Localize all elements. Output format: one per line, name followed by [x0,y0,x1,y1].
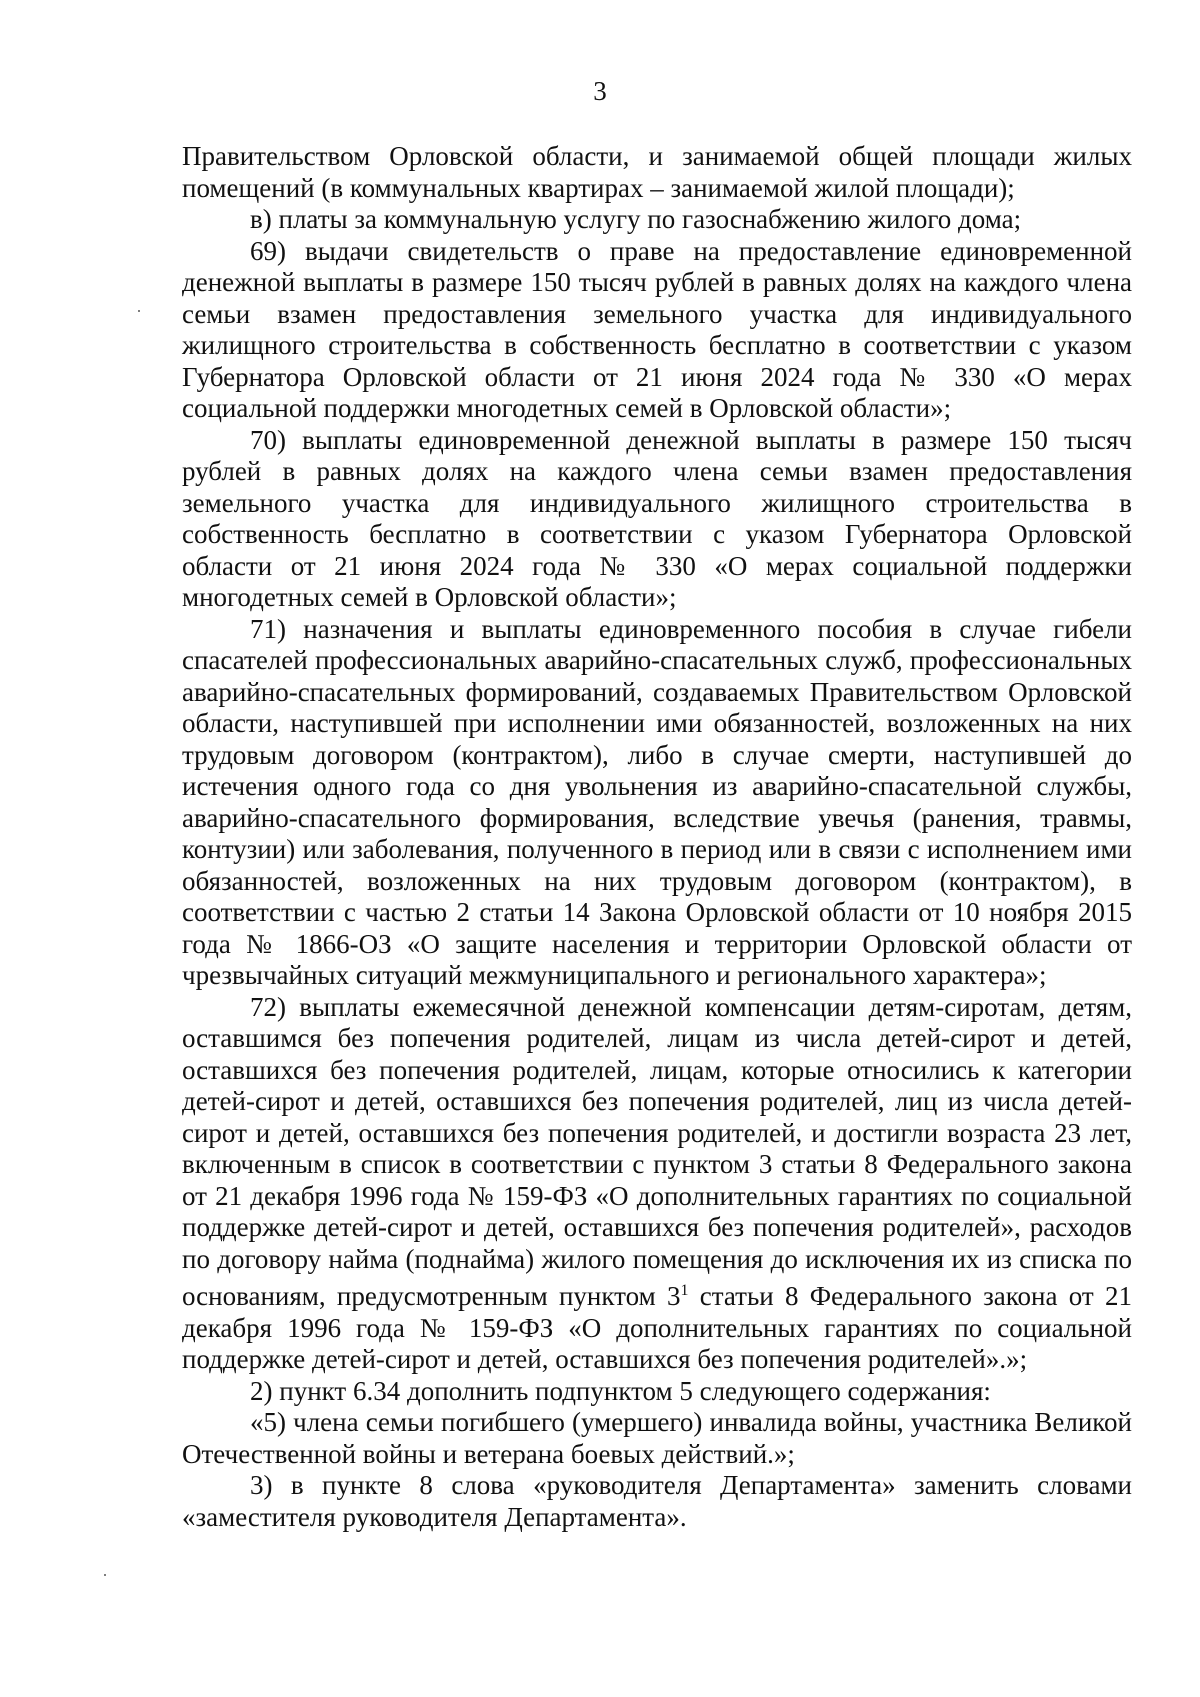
paragraph-item-v: в) платы за коммунальную услугу по газоснабжению жилого дома; [250,204,1022,234]
point-number: 3 [666,1281,681,1311]
paragraph-subitem-5: «5) члена семьи погибшего (умершего) инвалида войны, участника Великой Отечественной войны и ветерана боевых действий.»; [182,1407,1132,1469]
scan-speck [138,310,140,312]
paragraph-amendment-3: 3) в пункте 8 слова «руководителя Департамента» заменить словами «заместителя руководителя Департамента». [182,1470,1132,1532]
scan-speck [104,1574,106,1576]
document-body [182,141,1132,1533]
paragraph-item-72-part-2: статьи 8 Федерального закона от 21 декабря 1996 года № 159-ФЗ «О дополнительных гарантиях по социальной поддержке детей-сирот и детей, оставшихся без попечения родителей».»; [182,1281,1133,1374]
page-number: 3 [593,76,607,106]
paragraph-item-70: 70) выплаты единовременной денежной выплаты в размере 150 тысяч рублей в равных долях на каждого члена семьи взамен предоставления земельного участка для индивидуального жилищного строительства в собственность бесплатно в соответствии с указом Губернатора Орловской области от 21 июня 2024 года № 330 «О мерах социальной поддержки многодетных семей в Орловской области»; [182,424,1132,612]
paragraph-item-71: 71) назначения и выплаты единовременного пособия в случае гибели спасателей профессиональных аварийно-спасательных служб, профессиональных аварийно-спасательных формирований, создаваемых Правительством Орловской области, наступившей при исполнении ими обязанностей, возложенных на них трудовым договором (контрактом), либо в случае смерти, наступившей до истечения одного года со дня увольнения из аварийно-спасательной службы, аварийно-спасательного формирования, вследствие увечья (ранения, травмы, контузии) или заболевания, полученного в период или в связи с исполнением ими обязанностей, возложенных на них трудовым договором (контрактом), в соответствии с частью 2 статьи 14 Закона Орловской области от 10 ноября 2015 года № 1866-ОЗ «О защите населения и территории Орловской области от чрезвычайных ситуаций межмуниципального и регионального характера»; [182,613,1132,990]
point-superscript: 1 [680,1282,689,1299]
paragraph-item-72-part-1: 72) выплаты ежемесячной денежной компенсации детям-сиротам, детям, оставшимся без попечения родителей, лицам из числа детей-сирот и детей, оставшихся без попечения родителей, лицам, которые относились к категории детей-сирот и детей, оставшихся без попечения родителей, лиц из числа детей-сирот и детей, оставшихся без попечения родителей, и достигли возраста 23 лет, включенным в список в соответствии с пунктом 3 статьи 8 Федерального закона от 21 декабря 1996 года № 159-ФЗ «О дополнительных гарантиях по социальной поддержке детей-сирот и детей, оставшихся без попечения родителей», расходов по договору найма (поднайма) жилого помещения до исключения их из списка по основаниям, предусмотренным пунктом [182,991,1132,1311]
paragraph-item-69: 69) выдачи свидетельств о праве на предоставление единовременной денежной выплаты в размере 150 тысяч рублей в равных долях на каждого члена семьи взамен предоставления земельного участка для индивидуального жилищного строительства в собственность бесплатно в соответствии с указом Губернатора Орловской области от 21 июня 2024 года № 330 «О мерах социальной поддержки многодетных семей в Орловской области»; [182,235,1132,423]
paragraph-amendment-2: 2) пункт 6.34 дополнить подпунктом 5 следующего содержания: [250,1375,991,1406]
paragraph-continuation: Правительством Орловской области, и занимаемой общей площади жилых помещений (в коммунальных квартирах – занимаемой жилой площади); [182,141,1132,203]
paragraph-item-72 [182,992,1132,1376]
